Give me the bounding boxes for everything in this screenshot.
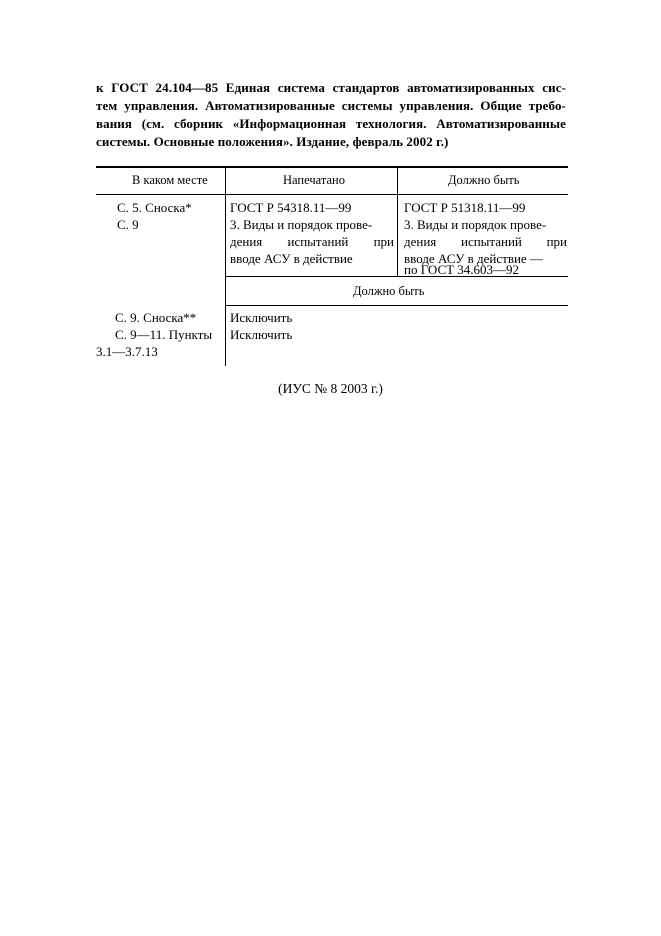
row1-printed-line-4: вводе АСУ в действие: [230, 251, 353, 266]
row1-should-be-line-4: вводе АСУ в действие —: [404, 251, 543, 266]
row1-should-be-line-1: ГОСТ Р 51318.11—99: [404, 200, 526, 215]
column-divider-1: [225, 166, 226, 366]
heading-line-4: системы. Основные положения». Издание, февраль 2002 г.): [96, 134, 449, 149]
amendment-heading: [96, 79, 566, 151]
row2-where-line-2: С. 9—11. Пункты: [115, 327, 213, 342]
table-header-rule: [96, 194, 568, 195]
row2-where-line-3: 3.1—3.7.13: [96, 344, 158, 359]
row2-value-line-1: Исключить: [230, 310, 293, 325]
heading-line-3: вания (см. сборник «Информационная технология. Автоматизированные: [96, 116, 566, 131]
row1-where-line-1: С. 5. Сноска*: [117, 200, 192, 215]
header-where: В каком месте: [132, 173, 208, 187]
heading-line-1: к ГОСТ 24.104—85 Единая система стандартов автоматизированных сис-: [96, 80, 566, 95]
row2-where-line-1: С. 9. Сноска**: [115, 310, 197, 325]
footer-source: (ИУС № 8 2003 г.): [278, 381, 383, 396]
row2-value-line-2: Исключить: [230, 327, 293, 342]
header-should-be: Должно быть: [448, 173, 520, 187]
column-divider-2: [397, 166, 398, 277]
row1-where-line-2: С. 9: [117, 217, 139, 232]
row1-printed-line-2: 3. Виды и порядок прове-: [230, 217, 373, 232]
row1-should-be-line-2: 3. Виды и порядок прове-: [404, 217, 547, 232]
heading-line-2: тем управления. Автоматизированные системы управления. Общие требо-: [96, 98, 566, 113]
subheader-bottom-rule: [225, 305, 568, 306]
header-printed: Напечатано: [283, 173, 345, 187]
table-top-rule: [96, 166, 568, 168]
row1-should-be-line-5: по ГОСТ 34.603—92: [404, 262, 520, 277]
subheader-should-be: Должно быть: [353, 284, 425, 298]
row1-printed-line-1: ГОСТ Р 54318.11—99: [230, 200, 352, 215]
row1-printed-line-3: дения испытаний при: [230, 234, 394, 249]
row1-should-be-line-3: дения испытаний при: [404, 234, 567, 249]
